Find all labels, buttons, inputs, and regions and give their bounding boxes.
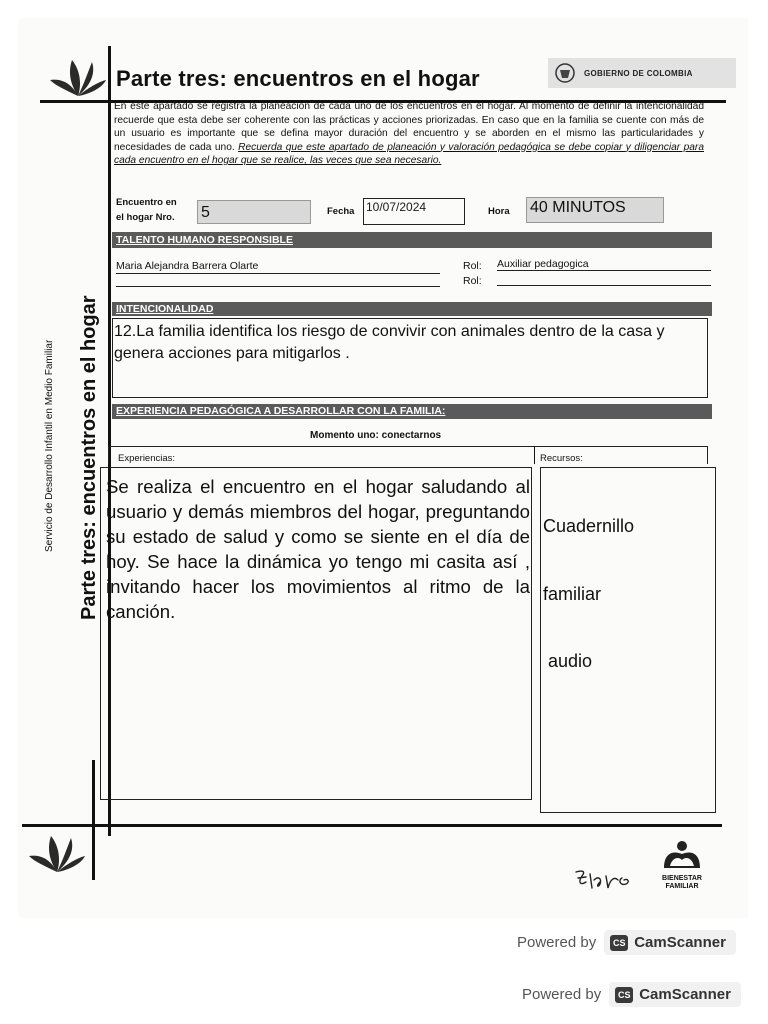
camscanner-brand: CamScanner <box>634 934 726 951</box>
hora-label: Hora <box>488 206 510 217</box>
recurso-item: familiar <box>543 583 602 604</box>
government-badge <box>548 58 736 88</box>
moment-title: Momento uno: conectarnos <box>310 430 442 441</box>
vertical-subtitle: Servicio de Desarrollo Infantil en Medio Familiar <box>44 339 55 552</box>
fecha-label: Fecha <box>327 206 355 217</box>
footer-rule <box>22 824 722 827</box>
camscanner-logo-icon: CS <box>615 987 633 1003</box>
camscanner-badge-2 <box>522 982 741 1007</box>
hora-field[interactable]: 40 MINUTOS <box>526 197 664 223</box>
intro-note: Recuerda que este apartado de planeación y valoración pedagógica se debe copiar y diligenciar para cada encuentro en el hogar que se realice, las veces que sea necesario. <box>114 141 704 166</box>
camscanner-logo-icon: CS <box>610 935 628 951</box>
camscanner-badge-1 <box>517 930 736 955</box>
recursos-list <box>543 470 634 695</box>
encuentro-number-field[interactable]: 5 <box>197 200 311 224</box>
government-label: GOBIERNO DE COLOMBIA <box>584 68 693 78</box>
rol-value: Auxiliar pedagogica <box>497 258 711 271</box>
camscanner-button[interactable] <box>609 982 741 1007</box>
leaf-logo-icon <box>26 830 88 876</box>
coat-of-arms-icon <box>554 62 576 84</box>
rol-line-2 <box>497 285 711 286</box>
encuentro-label-1: Encuentro en <box>116 197 177 208</box>
intencionalidad-section-bar: INTENCIONALIDAD <box>112 302 712 316</box>
talento-section-bar: TALENTO HUMANO RESPONSIBLE <box>112 232 712 248</box>
intencionalidad-text: 12.La familia identifica los riesgo de convivir con animales dentro de la casa y genera acciones para mitigarlos . <box>114 323 665 362</box>
experiencias-label: Experiencias: <box>118 453 176 464</box>
powered-by-label: Powered by <box>522 986 602 1003</box>
intro-paragraph <box>114 100 704 168</box>
experiencia-section-bar: EXPERIENCIA PEDAGÓGICA A DESARROLLAR CON LA FAMILIA: <box>112 404 712 419</box>
talento-name: Maria Alejandra Barrera Olarte <box>116 260 440 274</box>
header-divider <box>534 446 535 464</box>
powered-by-label: Powered by <box>517 934 597 951</box>
camscanner-button[interactable] <box>604 930 736 955</box>
rol-label-2: Rol: <box>463 275 482 287</box>
camscanner-brand: CamScanner <box>639 986 731 1003</box>
recurso-item: audio <box>543 651 593 671</box>
experiencias-text: Se realiza el encuentro en el hogar saludando al usuario y demás miembros del hogar, preguntando su estado de salud y como se siente en el día de hoy. Se hace la dinámica yo tengo mi casita así , invitando hacer los movimientos al ritmo de la canción. <box>106 476 530 622</box>
vertical-title: Parte tres: encuentros en el hogar <box>78 295 100 620</box>
bienestar-line-2: FAMILIAR <box>665 883 699 890</box>
leaf-logo-icon <box>48 56 108 100</box>
encuentro-label-2: el hogar Nro. <box>116 212 175 223</box>
bienestar-line-1: BIENESTAR <box>662 875 702 882</box>
talento-name-line-2 <box>116 286 440 287</box>
recursos-label: Recursos: <box>540 453 583 464</box>
intro-text: En este apartado se registra la planeación de cada uno de los encuentros en el hogar. Al momento de definir la intencionalidad recuerde que esta debe ser coherente con las prácticas y acciones priorizadas. En caso que en la familia se cuente con más de un usuario es importante que se defina mayor duración del encuentro y se aborden en el mismo las particularidades y necesidades de cada uno. <box>114 101 704 153</box>
rol-label: Rol: <box>463 260 482 272</box>
lower-vertical-rule <box>92 760 95 880</box>
recurso-item: Cuadernillo <box>543 516 635 536</box>
signature-icon <box>572 862 636 896</box>
page-title: Parte tres: encuentros en el hogar <box>116 66 480 91</box>
experiencia-header-row <box>108 446 708 464</box>
family-hands-icon <box>660 838 704 870</box>
fecha-field[interactable]: 10/07/2024 <box>363 198 465 225</box>
bienestar-logo <box>654 838 710 891</box>
